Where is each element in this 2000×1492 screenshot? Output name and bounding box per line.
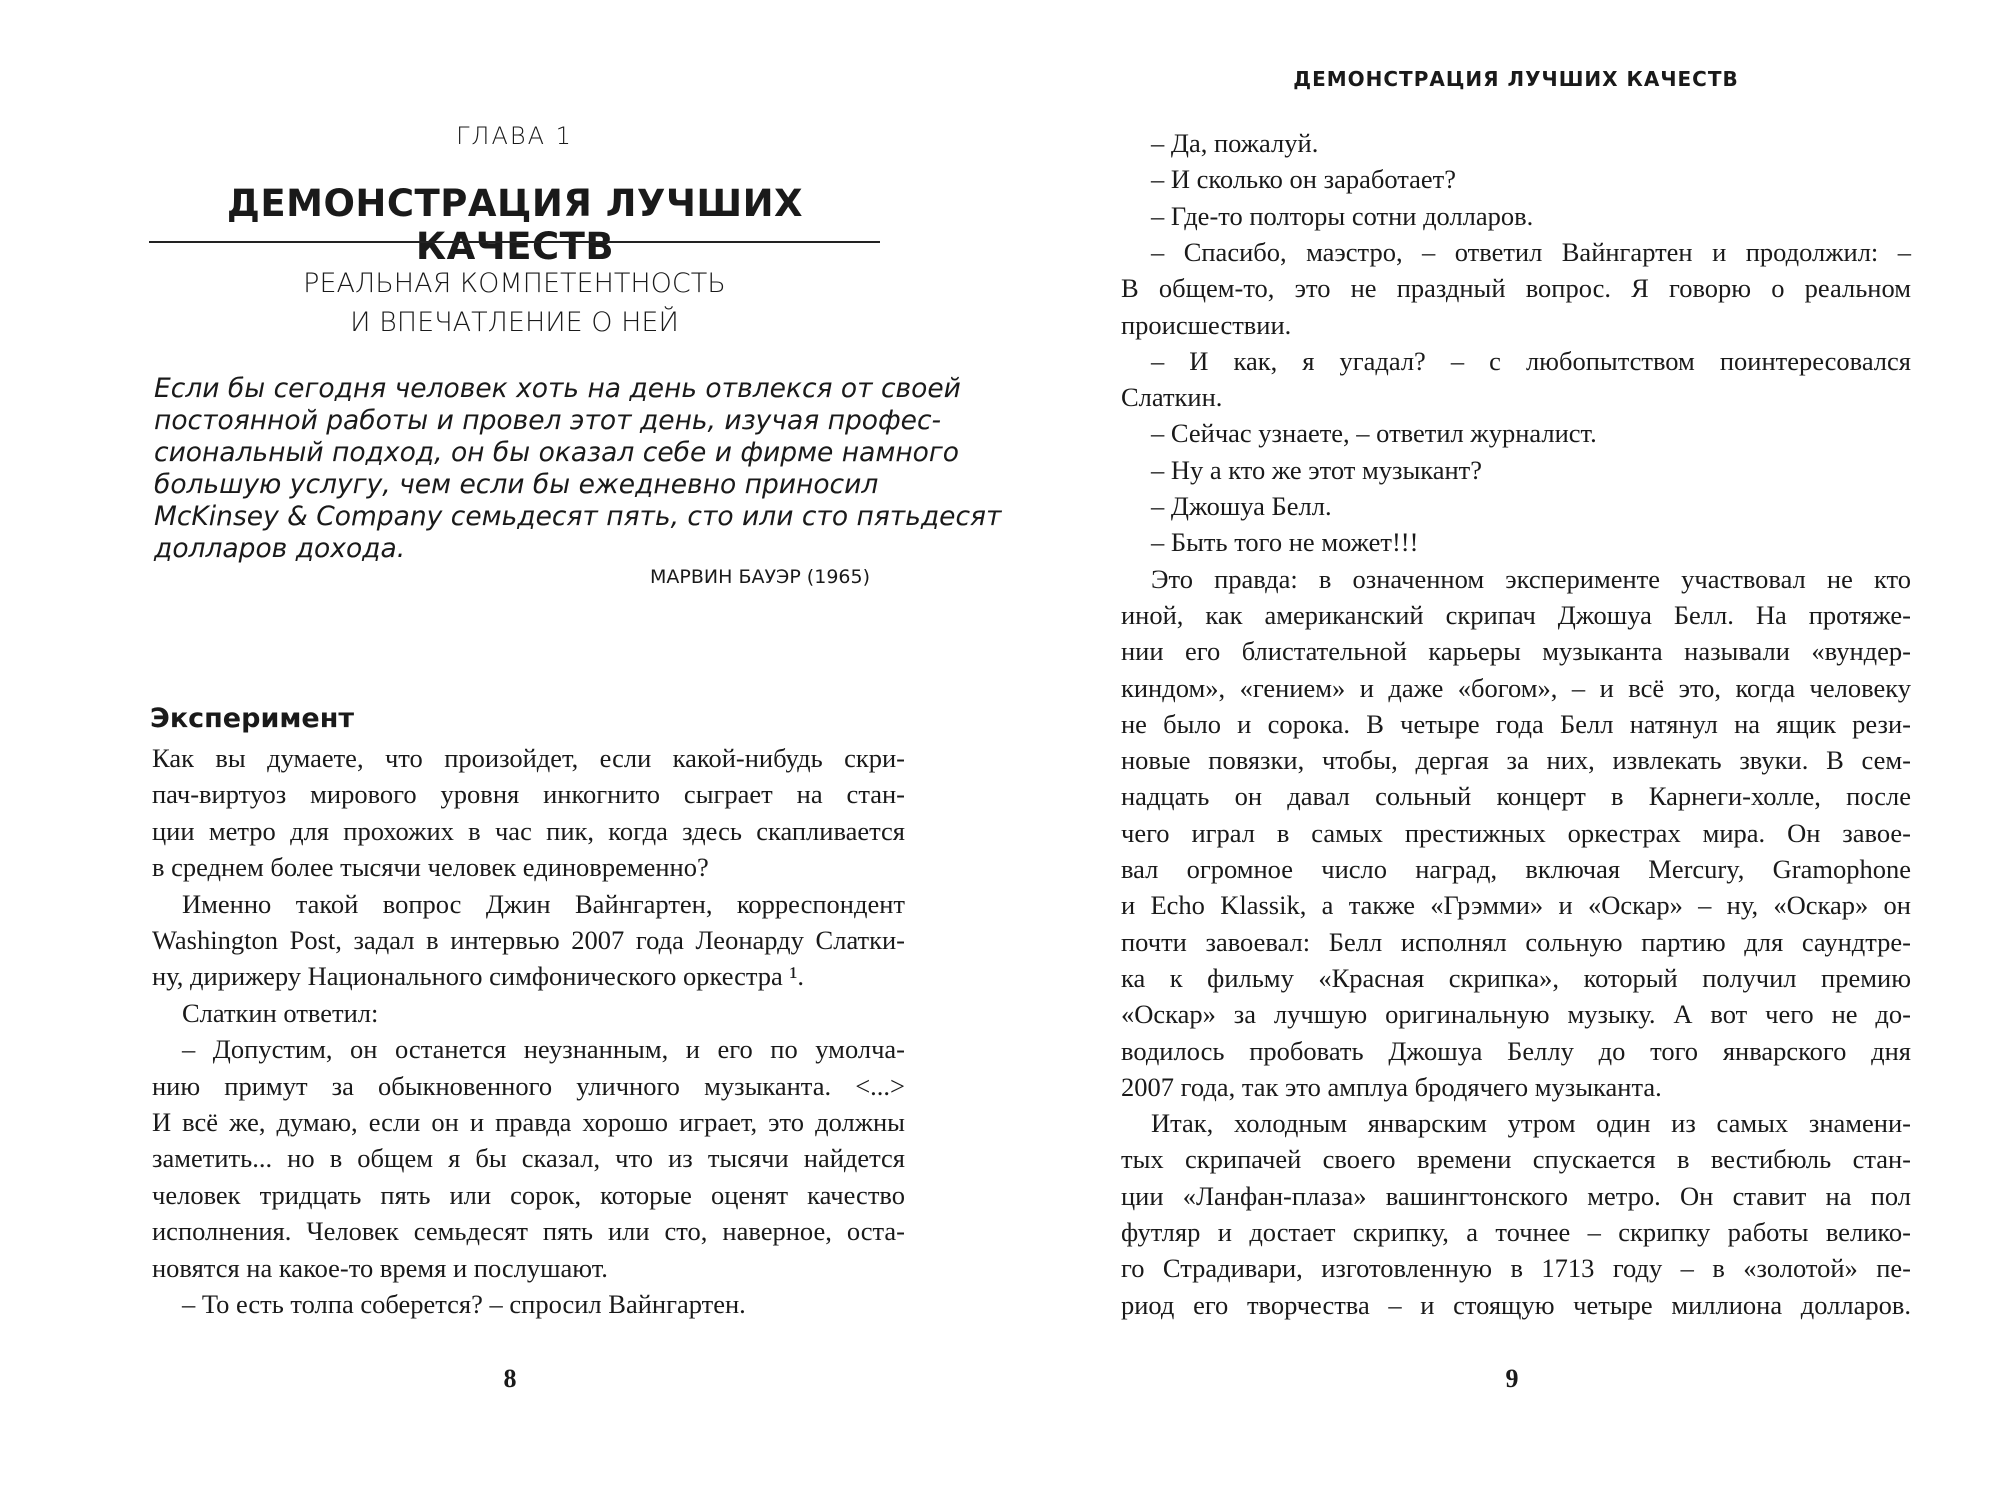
text-line: пач-виртуоз мирового уровня инкогнито сыграет на стан-: [152, 779, 905, 810]
text-line: киндом», «гением» и даже «богом», – и всё это, когда человеку: [1121, 672, 1911, 703]
text-line: Это правда: в означенном эксперименте участвовал не кто: [1151, 563, 1911, 594]
text-line: сиональный подход, он бы оказал себе и фирме намного: [154, 437, 959, 468]
text-line: заметить... но в общем я бы сказал, что из тысячи найдется: [152, 1143, 905, 1174]
text-line: вал огромное число наград, включая Mercury, Gramophone: [1121, 854, 1911, 884]
text-line: риод его творчества – и стоящую четыре миллиона долларов.: [1121, 1289, 1911, 1320]
text-line: ции «Ланфан-плаза» вашингтонского метро. Он ставит на пол: [1121, 1180, 1911, 1211]
chapter-title: ДЕМОНСТРАЦИЯ ЛУЧШИХ КАЧЕСТВ: [226, 182, 804, 268]
text-line: ции метро для прохожих в час пик, когда здесь скапливается: [152, 815, 905, 846]
text-line: – Да, пожалуй.: [1151, 128, 1319, 158]
title-divider: [149, 241, 880, 243]
text-line: человек тридцать пять или сорок, которые оценят качество: [152, 1179, 905, 1210]
text-line: надцать он давал сольный концерт в Карнеги-холле, после: [1121, 781, 1911, 812]
text-line: водилось пробовать Джошуа Беллу до того январского дня: [1121, 1035, 1911, 1066]
text-line: В общем-то, это не праздный вопрос. Я говорю о реальном: [1121, 273, 1911, 304]
page-number: 9: [1505, 1364, 1519, 1393]
text-line: ну, дирижеру Национального симфонического оркестра ¹.: [152, 961, 805, 992]
text-line: – Где-то полторы сотни долларов.: [1151, 200, 1534, 231]
text-line: не было и сорока. В четыре года Белл натянул на ящик рези-: [1121, 708, 1911, 739]
text-line: – Допустим, он останется неузнанным, и его по умолча-: [182, 1034, 905, 1065]
page-number: 8: [503, 1364, 517, 1393]
text-line: McKinsey & Company семьдесят пять, сто или сто пятьдесят: [154, 501, 1002, 532]
text-line: футляр и достает скрипку, а точнее – скрипку работы велико-: [1121, 1217, 1911, 1247]
chapter-subtitle-line: И ВПЕЧАТЛЕНИЕ О НЕЙ: [350, 307, 679, 338]
text-line: И всё же, думаю, если он и правда хорошо играет, это должны: [152, 1107, 905, 1137]
text-line: в среднем более тысячи человек единовременно?: [152, 852, 709, 883]
text-line: 2007 года, так это амплуа бродячего музыканта.: [1121, 1071, 1662, 1102]
text-line: новятся на какое-то время и послушают.: [152, 1252, 608, 1283]
text-line: Washington Post, задал в интервью 2007 года Леонарду Слатки-: [152, 925, 905, 955]
text-line: постоянной работы и провел этот день, изучая профес-: [154, 405, 942, 436]
text-line: – То есть толпа соберется? – спросил Вайнгартен.: [182, 1289, 746, 1319]
text-line: «Оскар» за лучшую оригинальную музыку. А вот чего не до-: [1121, 999, 1911, 1030]
epigraph-author: МАРВИН БАУЭР (1965): [650, 566, 870, 588]
text-line: большую услугу, чем если бы ежедневно приносил: [154, 469, 879, 500]
text-line: Слаткин.: [1121, 382, 1223, 413]
text-line: – И как, я угадал? – с любопытством поинтересовался: [1151, 345, 1911, 376]
text-line: – И сколько он заработает?: [1151, 164, 1456, 195]
text-line: происшествии.: [1121, 309, 1292, 340]
section-heading: Эксперимент: [150, 703, 355, 734]
text-line: чего играл в самых престижных оркестрах мира. Он завое-: [1121, 817, 1911, 848]
text-line: Слаткин ответил:: [182, 997, 379, 1028]
text-line: Если бы сегодня человек хоть на день отвлекся от своей: [154, 373, 961, 404]
text-line: тых скрипачей своего времени спускается в вестибюль стан-: [1121, 1144, 1911, 1175]
text-line: – Быть того не может!!!: [1151, 527, 1419, 558]
running-header: ДЕМОНСТРАЦИЯ ЛУЧШИХ КАЧЕСТВ: [1293, 67, 1739, 91]
text-line: – Джошуа Белл.: [1151, 491, 1332, 521]
text-line: Итак, холодным январским утром один из самых знамени-: [1151, 1108, 1911, 1139]
text-line: Как вы думаете, что произойдет, если какой-нибудь скри-: [152, 743, 905, 773]
text-line: и Echo Klassik, а также «Грэмми» и «Оскар» – ну, «Оскар» он: [1121, 890, 1911, 921]
text-line: Именно такой вопрос Джин Вайнгартен, корреспондент: [182, 888, 905, 919]
text-line: нии его блистательной карьеры музыканта называли «вундер-: [1121, 636, 1911, 667]
text-line: – Спасибо, маэстро, – ответил Вайнгартен и продолжил: –: [1151, 236, 1911, 267]
text-line: почти завоевал: Белл исполнял сольную партию для саундтре-: [1121, 926, 1911, 957]
text-line: го Страдивари, изготовленную в 1713 году – в «золотой» пе-: [1121, 1253, 1911, 1284]
text-line: ка к фильму «Красная скрипка», который получил премию: [1121, 962, 1911, 993]
text-line: новые повязки, чтобы, дергая за них, извлекать звуки. В сем-: [1121, 745, 1911, 776]
text-line: нию примут за обыкновенного уличного музыканта. <...>: [152, 1070, 905, 1101]
text-line: долларов дохода.: [154, 533, 406, 564]
text-line: – Сейчас узнаете, – ответил журналист.: [1151, 418, 1597, 449]
chapter-subtitle-line: РЕАЛЬНАЯ КОМПЕТЕНТНОСТЬ: [303, 268, 726, 299]
text-line: иной, как американский скрипач Джошуа Белл. На протяже-: [1121, 599, 1911, 630]
chapter-label: ГЛАВА 1: [456, 122, 573, 150]
text-line: – Ну а кто же этот музыкант?: [1151, 454, 1483, 485]
text-line: исполнения. Человек семьдесят пять или сто, наверное, оста-: [152, 1216, 905, 1247]
